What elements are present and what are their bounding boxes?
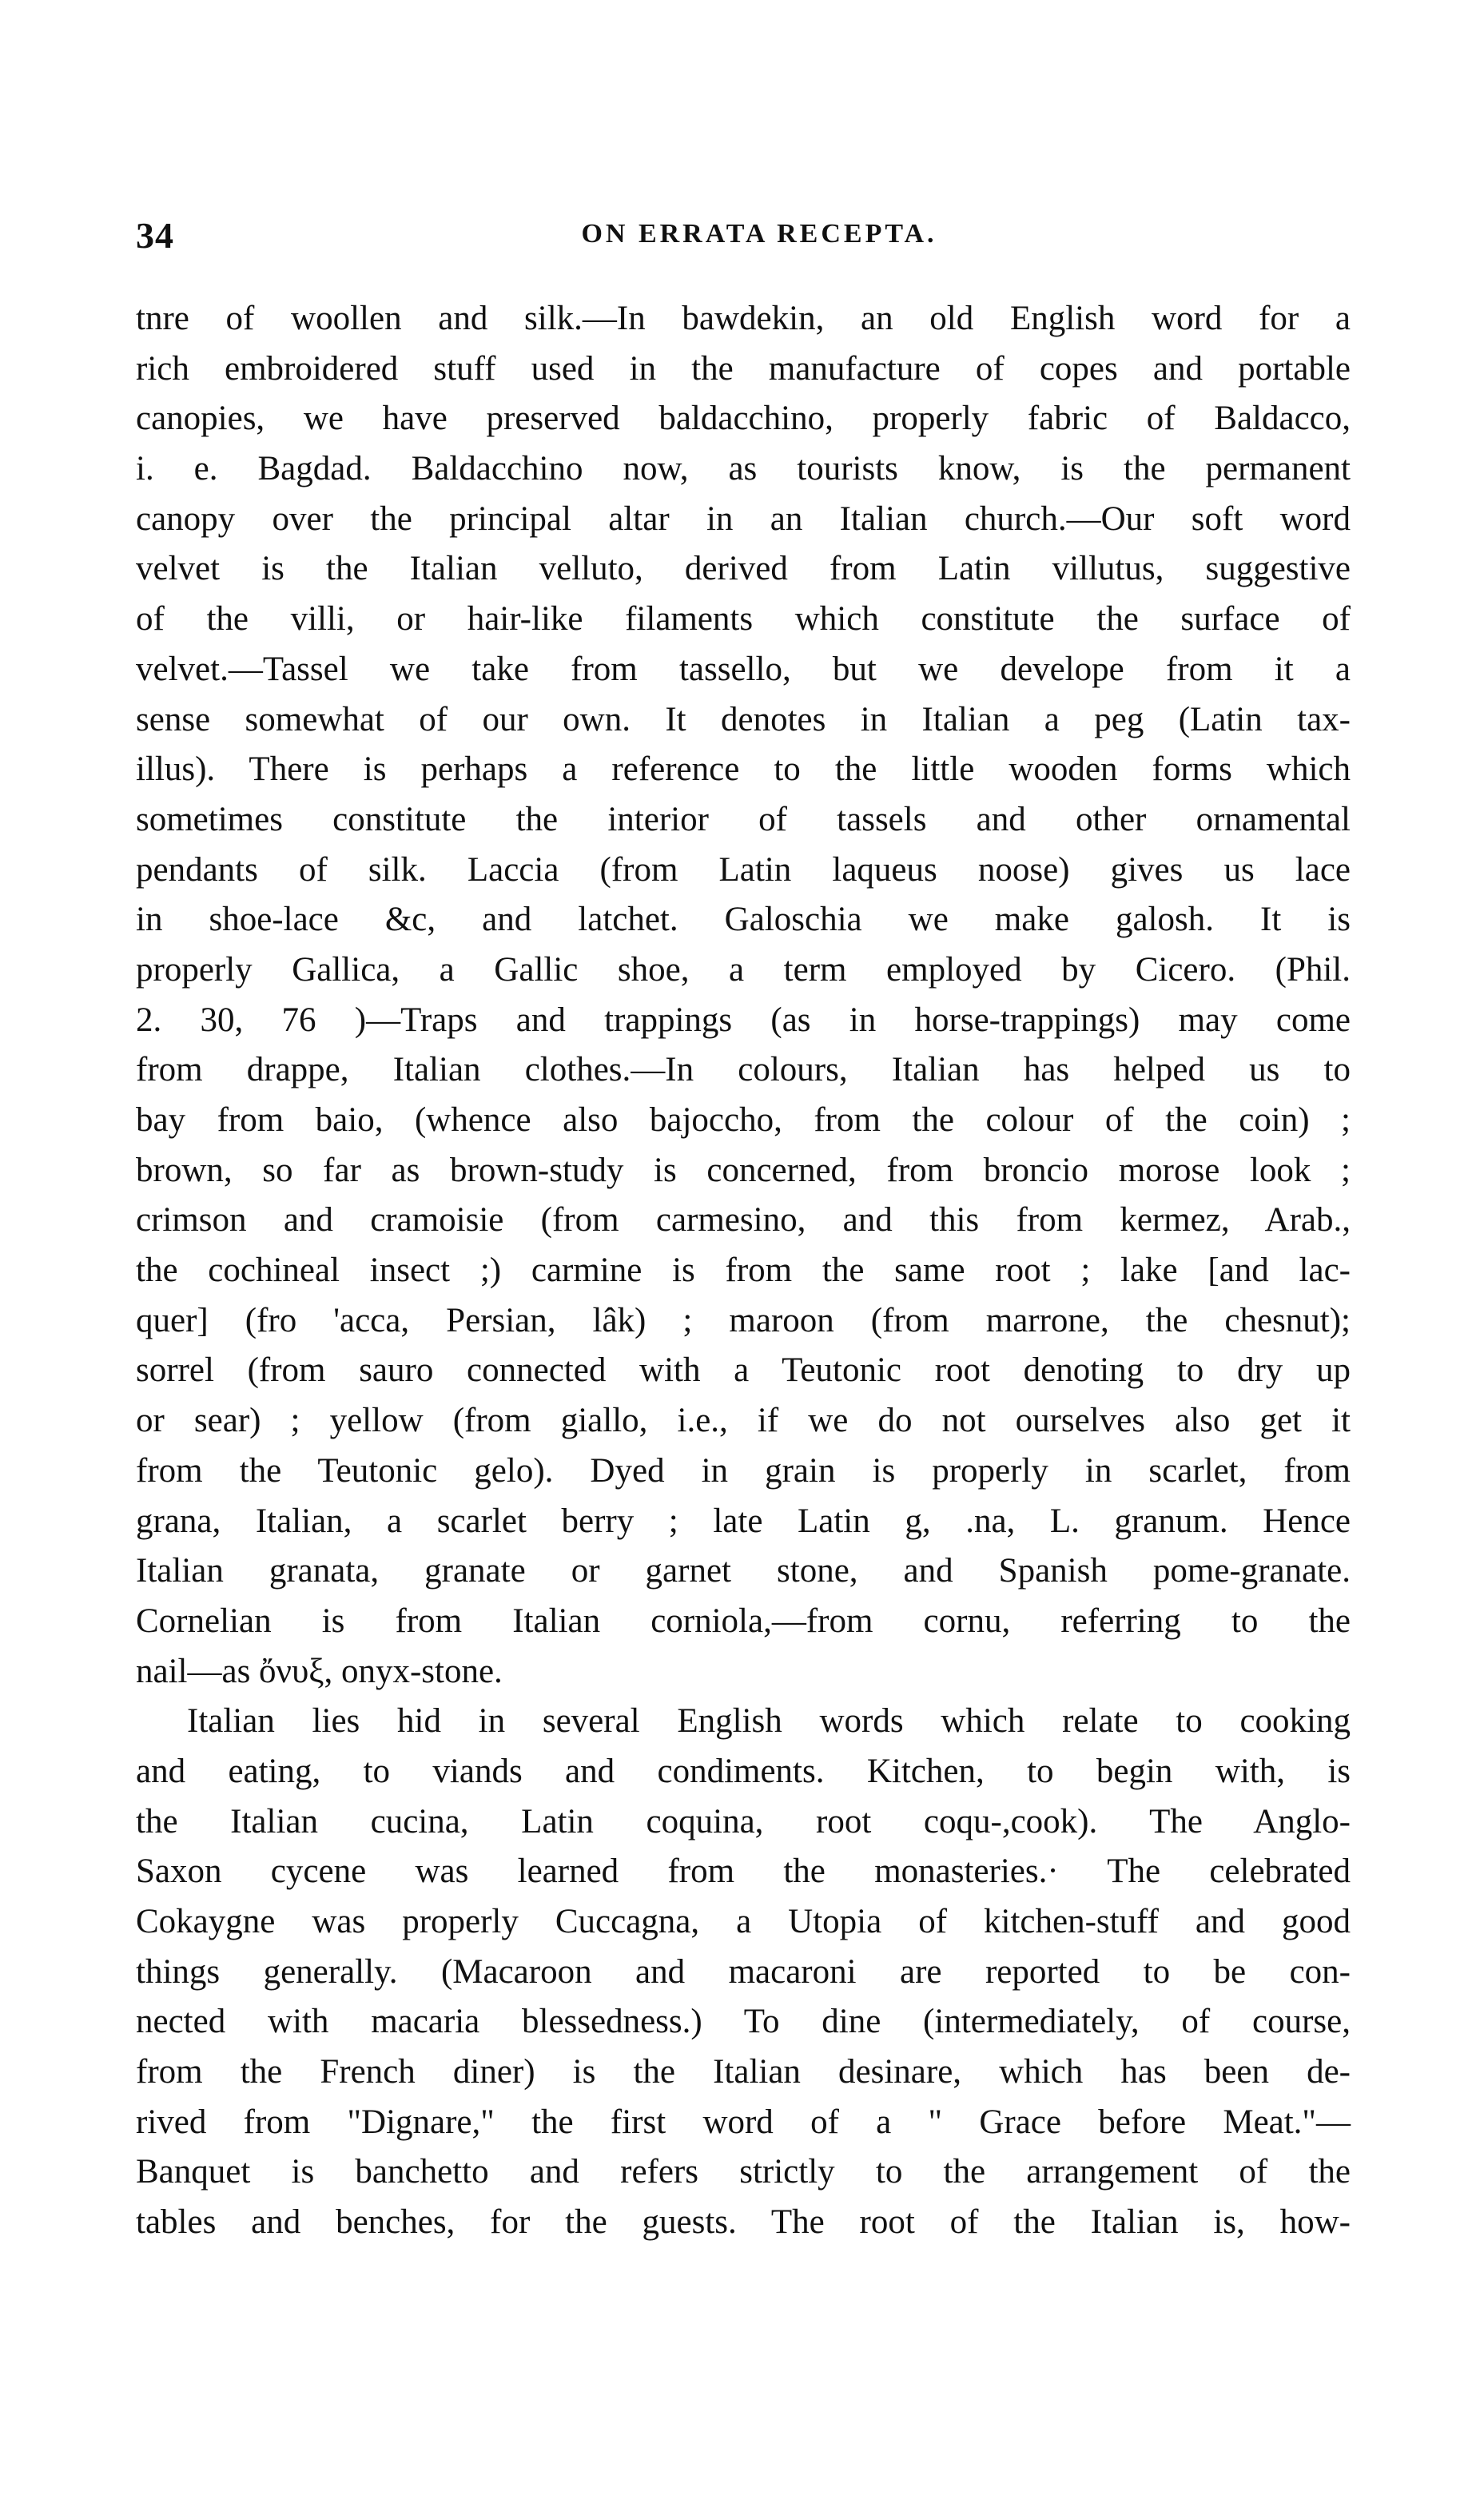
text-line: things generally. (Macaroon and macaroni are reported to be con-: [136, 1952, 1351, 1991]
text-line: sometimes constitute the interior of tassels and other ornamental: [136, 800, 1351, 838]
text-line: sense somewhat of our own. It denotes in Italian a peg (Latin tax-: [136, 700, 1351, 738]
body-text: [136, 294, 1351, 2248]
text-line: canopies, we have preserved baldacchino, properly fabric of Baldacco,: [136, 400, 1351, 438]
text-line: the cochineal insect ;) carmine is from the same root ; lake [and lac-: [136, 1251, 1351, 1290]
text-line: crimson and cramoisie (from carmesino, and this from kermez, Arab.,: [136, 1201, 1351, 1240]
text-line: and eating, to viands and condiments. Kitchen, to begin with, is: [136, 1752, 1351, 1790]
text-line: rich embroidered stuff used in the manufacture of copes and portable: [136, 349, 1351, 388]
text-line: grana, Italian, a scarlet berry ; late Latin g, .na, L. granum. Hence: [136, 1502, 1351, 1540]
text-line: nail—as ὄνυξ, onyx-stone.: [136, 1652, 503, 1690]
text-line: Saxon cycene was learned from the monasteries.· The celebrated: [136, 1852, 1351, 1891]
text-line: tables and benches, for the guests. The root of the Italian is, how-: [136, 2203, 1351, 2242]
text-line: illus). There is perhaps a reference to the little wooden forms which: [136, 750, 1351, 789]
text-line: from the French diner) is the Italian desinare, which has been de-: [136, 2053, 1351, 2091]
text-line: velvet.—Tassel we take from tassello, but we develope from it a: [136, 650, 1351, 688]
text-line: Banquet is banchetto and refers strictly to the arrangement of the: [136, 2153, 1351, 2191]
text-line: properly Gallica, a Gallic shoe, a term employed by Cicero. (Phil.: [136, 950, 1351, 989]
text-line: Italian lies hid in several English words which relate to cooking: [187, 1702, 1351, 1741]
text-line: from drappe, Italian clothes.—In colours, Italian has helped us to: [136, 1051, 1351, 1089]
text-line: Cornelian is from Italian corniola,—from cornu, referring to the: [136, 1602, 1351, 1640]
text-line: of the villi, or hair-like filaments which constitute the surface of: [136, 600, 1351, 639]
running-head: [136, 214, 1351, 270]
running-title: ON ERRATA RECEPTA.: [581, 219, 937, 249]
paragraph-1: [136, 294, 1351, 1697]
text-line: from the Teutonic gelo). Dyed in grain is properly in scarlet, from: [136, 1451, 1351, 1490]
text-line: Italian granata, granate or garnet stone, and Spanish pome-granate.: [136, 1552, 1351, 1590]
text-line: nected with macaria blessedness.) To dine (intermediately, of course,: [136, 2003, 1351, 2041]
text-line: in shoe-lace &c, and latchet. Galoschia we make galosh. It is: [136, 901, 1351, 939]
paragraph-2: [136, 1697, 1351, 2248]
text-line: bay from baio, (whence also bajoccho, from the colour of the coin) ;: [136, 1101, 1351, 1139]
text-line: tnre of woollen and silk.—In bawdekin, an old English word for a: [136, 300, 1351, 337]
text-line: quer] (fro 'acca, Persian, lâk) ; maroon (from marrone, the chesnut);: [136, 1301, 1351, 1339]
text-line: the Italian cucina, Latin coquina, root coqu-,cook). The Anglo-: [136, 1802, 1351, 1840]
text-line: sorrel (from sauro connected with a Teutonic root denoting to dry up: [136, 1351, 1351, 1390]
text-line: velvet is the Italian velluto, derived from Latin villutus, suggestive: [136, 550, 1351, 588]
text-line: Cokaygne was properly Cuccagna, a Utopia of kitchen-stuff and good: [136, 1903, 1351, 1940]
text-line: pendants of silk. Laccia (from Latin laqueus noose) gives us lace: [136, 850, 1351, 889]
text-line: 2. 30, 76 )—Traps and trappings (as in horse-trappings) may come: [136, 1001, 1351, 1039]
text-line: or sear) ; yellow (from giallo, i.e., if we do not ourselves also get it: [136, 1402, 1351, 1440]
text-line: canopy over the principal altar in an Italian church.—Our soft word: [136, 499, 1351, 538]
page-number: 34: [136, 215, 174, 256]
text-line: brown, so far as brown-study is concerned, from broncio morose look ;: [136, 1151, 1351, 1189]
text-line: rived from "Dignare," the first word of a " Grace before Meat."—: [136, 2103, 1351, 2141]
text-line: i. e. Bagdad. Baldacchino now, as tourists know, is the permanent: [136, 450, 1351, 488]
